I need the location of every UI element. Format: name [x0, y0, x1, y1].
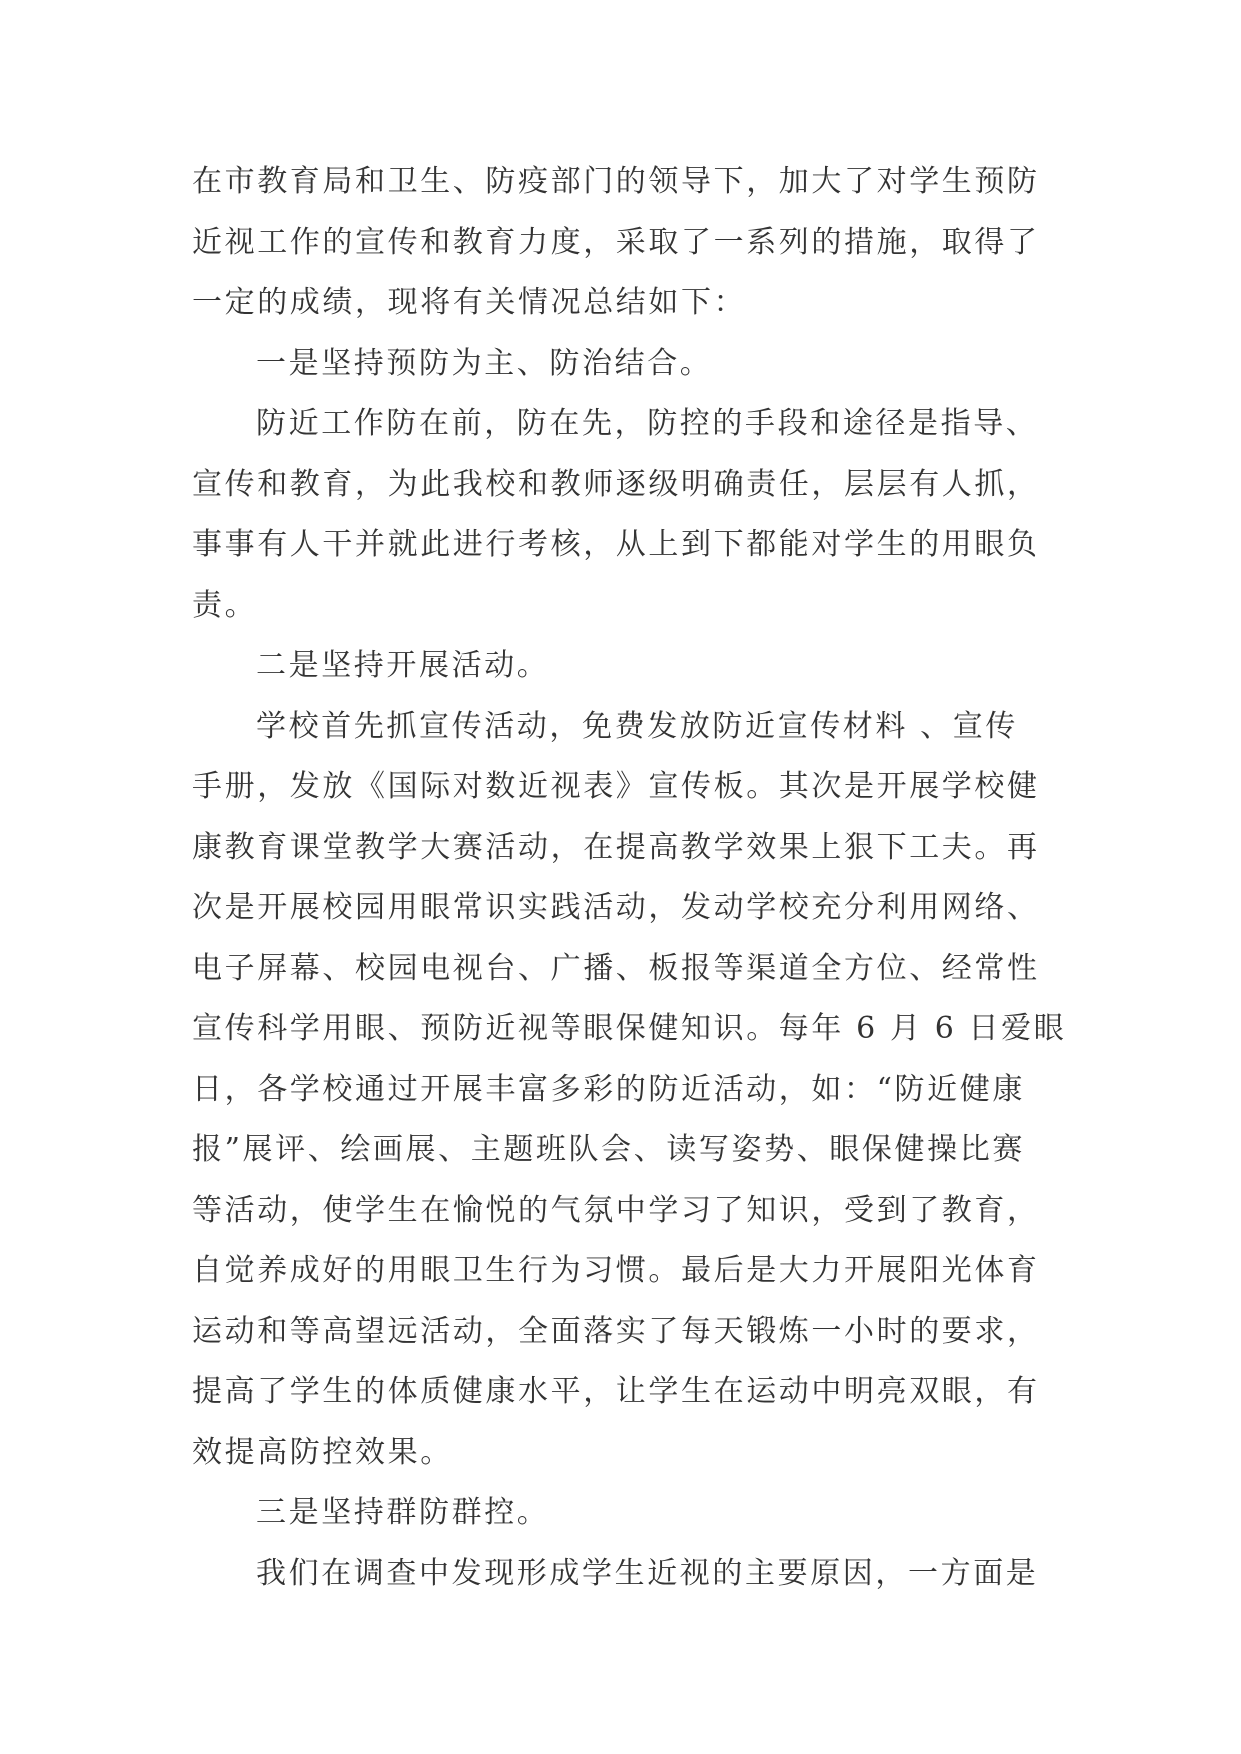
text-line: 等活动，使学生在愉悦的气氛中学习了知识，受到了教育，: [192, 1192, 1040, 1228]
text-line: 康教育课堂教学大赛活动，在提高教学效果上狠下工夫。再: [192, 829, 1040, 865]
text-line: 日，各学校通过开展丰富多彩的防近活动，如：“防近健康: [192, 1071, 1025, 1107]
text-line: 提高了学生的体质健康水平，让学生在运动中明亮双眼，有: [192, 1374, 1040, 1409]
text-line: 效提高防控效果。: [192, 1434, 453, 1470]
section-heading: 三是坚持群防群控。: [256, 1495, 550, 1530]
section-heading: 二是坚持开展活动。: [256, 648, 550, 683]
text-line: 手册，发放《国际对数近视表》宣传板。其次是开展学校健: [192, 769, 1040, 804]
text-line: 在市教育局和卫生、防疫部门的领导下，加大了对学生预防: [192, 164, 1040, 199]
document-body: [192, 152, 1067, 1604]
text-line: 近视工作的宣传和教育力度，采取了一系列的措施，取得了: [192, 224, 1040, 260]
text-line: 我们在调查中发现形成学生近视的主要原因，一方面是: [256, 1555, 1039, 1591]
text-line: 一定的成绩，现将有关情况总结如下：: [192, 285, 747, 320]
text-line: 学校首先抓宣传活动，免费发放防近宣传材料 、宣传: [256, 708, 1018, 744]
text-line: 责。: [192, 587, 258, 623]
text-line: 次是开展校园用眼常识实践活动，发动学校充分利用网络、: [192, 890, 1040, 925]
text-line: 事事有人干并就此进行考核，从上到下都能对学生的用眼负: [192, 527, 1040, 562]
text-line: 宣传科学用眼、预防近视等眼保健知识。每年 6 月 6 日爱眼: [192, 1011, 1067, 1046]
section-heading: 一是坚持预防为主、防治结合。: [256, 345, 713, 381]
text-line: 报”展评、绘画展、主题班队会、读写姿势、眼保健操比赛: [192, 1132, 1025, 1167]
text-line: 防近工作防在前，防在先，防控的手段和途径是指导、: [256, 406, 1039, 441]
text-line: 运动和等高望远活动，全面落实了每天锻炼一小时的要求，: [192, 1313, 1040, 1349]
text-line: 宣传和教育，为此我校和教师逐级明确责任，层层有人抓，: [192, 466, 1040, 502]
text-line: 自觉养成好的用眼卫生行为习惯。最后是大力开展阳光体育: [192, 1253, 1040, 1288]
text-line: 电子屏幕、校园电视台、广播、板报等渠道全方位、经常性: [192, 950, 1040, 986]
